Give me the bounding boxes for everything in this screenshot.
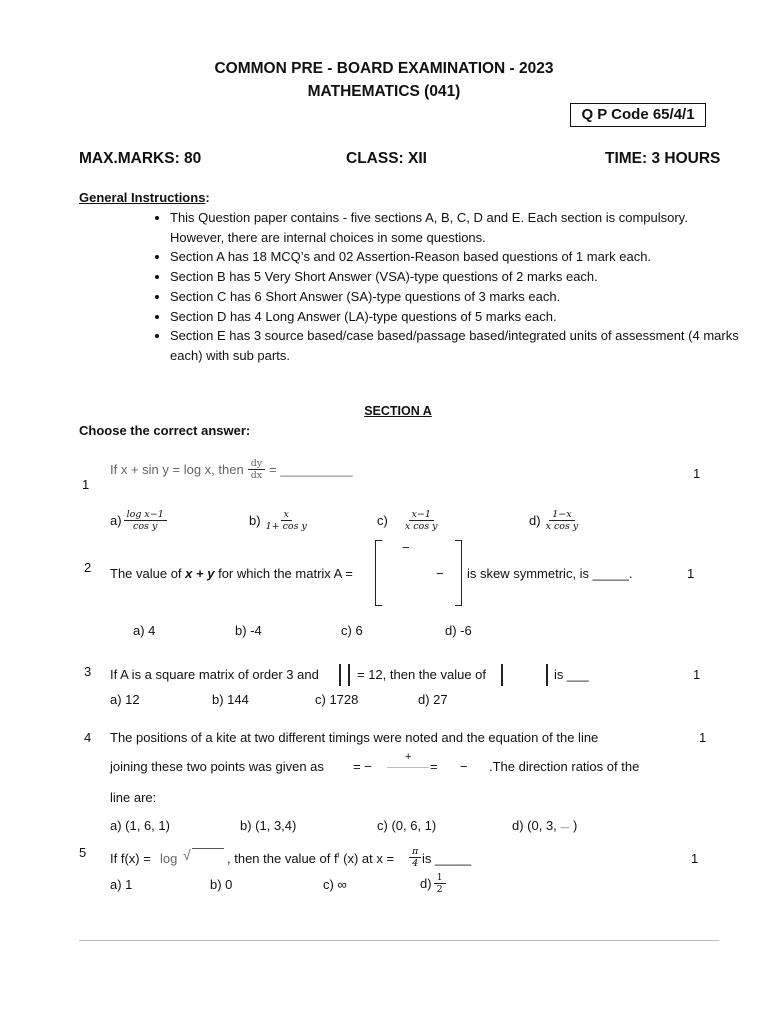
q4-equal-minus: = − bbox=[353, 759, 372, 774]
q1-option-c-num: x−1 bbox=[409, 509, 434, 521]
instruction-item: • Section D has 4 Long Answer (LA)-type questions of 5 marks each. bbox=[170, 307, 740, 327]
q5-text-d: is _____ bbox=[422, 851, 472, 866]
q2-option-b: b) -4 bbox=[235, 623, 262, 638]
q5-option-b: b) 0 bbox=[210, 877, 233, 892]
q1-option-d-den: x cos y bbox=[545, 521, 579, 532]
footer-rule bbox=[79, 940, 719, 941]
q3-option-c: c) 1728 bbox=[315, 692, 359, 707]
q2-option-d: d) -6 bbox=[445, 623, 472, 638]
q2-variable: x + y bbox=[185, 566, 215, 581]
question-number-3: 3 bbox=[84, 664, 92, 679]
sqrt-icon: √ bbox=[183, 847, 191, 863]
instructions-heading bbox=[79, 190, 210, 205]
instruction-item: • Section C has 6 Short Answer (SA)-type questions of 3 marks each. bbox=[170, 287, 740, 307]
q5-text-b-main: , then the value of f bbox=[227, 851, 338, 866]
q5-pi-fraction bbox=[409, 846, 421, 869]
q5-prime: I bbox=[337, 852, 340, 860]
q4-line-2b: .The direction ratios of the bbox=[489, 759, 640, 774]
q5-option-d bbox=[420, 872, 446, 895]
q1-option-b-label: b) bbox=[249, 513, 261, 528]
matrix-entry-dash: − bbox=[402, 540, 410, 555]
determinant-bar bbox=[546, 664, 548, 686]
q1-option-c-label: c) bbox=[377, 513, 388, 528]
q1-option-b-num: x bbox=[281, 509, 292, 521]
matrix-left-bracket bbox=[375, 540, 382, 606]
q4-line-2a: joining these two points was given as bbox=[110, 759, 324, 774]
q4-option-c: c) (0, 6, 1) bbox=[377, 818, 437, 833]
q1-option-a-num: log x−1 bbox=[124, 509, 167, 521]
q3-text-a: If A is a square matrix of order 3 and bbox=[110, 667, 319, 682]
instruction-item: • Section B has 5 Very Short Answer (VSA)-type questions of 2 marks each. bbox=[170, 267, 740, 287]
q1-option-b-frac bbox=[263, 509, 310, 532]
q5-option-d-den: 2 bbox=[436, 884, 443, 895]
instruction-item: • Section A has 18 MCQ’s and 02 Assertion-Reason based questions of 1 mark each. bbox=[170, 247, 740, 267]
q1-option-c-den: x cos y bbox=[404, 521, 438, 532]
instruction-item: • Section E has 3 source based/case based/passage based/integrated units of assessment (4 marks each) with sub parts. bbox=[170, 326, 740, 365]
q1-option-c bbox=[377, 509, 441, 532]
q5-pi-num: π bbox=[409, 846, 421, 858]
matrix-right-bracket bbox=[455, 540, 462, 606]
question-2-marks: 1 bbox=[687, 566, 695, 581]
sqrt-overline bbox=[192, 848, 224, 849]
q4-option-d-post: ) bbox=[573, 818, 578, 833]
q4-option-d-dash: — bbox=[560, 822, 570, 832]
question-1-marks: 1 bbox=[693, 466, 701, 481]
q2-text-a: The value of bbox=[110, 566, 182, 581]
subject-title: MATHEMATICS (041) bbox=[307, 83, 461, 100]
q4-option-d-pre: d) (0, 3, bbox=[512, 818, 557, 833]
q5-option-d-frac bbox=[434, 872, 446, 895]
q3-option-d: d) 27 bbox=[418, 692, 448, 707]
q3-option-b: b) 144 bbox=[212, 692, 249, 707]
q1-option-c-frac bbox=[402, 509, 441, 532]
q5-log: log bbox=[160, 851, 178, 866]
question-2-text bbox=[110, 566, 353, 581]
exam-title: COMMON PRE - BOARD EXAMINATION - 2023 bbox=[214, 60, 554, 77]
q3-text-c: is ___ bbox=[554, 667, 589, 682]
q5-pi-den: 4 bbox=[412, 858, 419, 869]
q1-option-b bbox=[249, 509, 310, 532]
q1-option-a bbox=[110, 509, 167, 532]
max-marks: MAX.MARKS: 80 bbox=[79, 150, 202, 167]
question-number-5: 5 bbox=[79, 845, 87, 860]
q4-equal: = bbox=[430, 759, 438, 774]
section-title: SECTION A bbox=[364, 404, 432, 418]
q5-option-c: c) ∞ bbox=[323, 877, 347, 892]
q1-frac-den: dx bbox=[250, 470, 263, 481]
q1-text-b: = __________ bbox=[269, 462, 353, 477]
q4-minus: − bbox=[460, 759, 468, 774]
determinant-bar bbox=[339, 664, 341, 686]
q2-option-a: a) 4 bbox=[133, 623, 156, 638]
q5-option-d-num: 1 bbox=[434, 872, 446, 884]
q1-option-a-den: cos y bbox=[133, 521, 158, 532]
q1-option-b-den: 1+ cos y bbox=[265, 521, 307, 532]
question-3-marks: 1 bbox=[693, 667, 701, 682]
q5-text-b bbox=[227, 851, 394, 866]
q1-option-d bbox=[529, 509, 581, 532]
q4-option-a: a) (1, 6, 1) bbox=[110, 818, 170, 833]
q4-option-b: b) (1, 3,4) bbox=[240, 818, 297, 833]
q1-derivative bbox=[248, 458, 265, 481]
q5-text-a: If f(x) = bbox=[110, 851, 151, 866]
q3-option-a: a) 12 bbox=[110, 692, 140, 707]
instructions-heading-text: General Instructions bbox=[79, 190, 206, 205]
q5-option-a: a) 1 bbox=[110, 877, 133, 892]
determinant-bar bbox=[348, 664, 350, 686]
question-4-marks: 1 bbox=[699, 730, 707, 745]
q4-fraction-line bbox=[387, 767, 429, 768]
q5-text-c: (x) at x = bbox=[343, 851, 395, 866]
q1-option-d-frac bbox=[543, 509, 582, 532]
q4-line-1: The positions of a kite at two different timings were noted and the equation of the line bbox=[110, 730, 599, 745]
question-number-2: 2 bbox=[84, 560, 92, 575]
q1-frac-num: dy bbox=[248, 458, 265, 470]
question-number-4: 4 bbox=[84, 730, 92, 745]
q3-text-b: = 12, then the value of bbox=[357, 667, 487, 682]
q1-option-d-label: d) bbox=[529, 513, 541, 528]
q1-text-a: If x + sin y = log x, then bbox=[110, 462, 244, 477]
q4-option-d bbox=[512, 818, 577, 833]
matrix-entry-dash: − bbox=[436, 566, 444, 581]
question-5-marks: 1 bbox=[691, 851, 699, 866]
q4-plus: + bbox=[405, 751, 412, 763]
q1-option-a-frac bbox=[124, 509, 167, 532]
class-label: CLASS: XII bbox=[346, 150, 427, 167]
determinant-bar bbox=[501, 664, 503, 686]
instruction-item: • This Question paper contains - five sections A, B, C, D and E. Each section is compulsory. However, there are internal choices in some questions. bbox=[170, 208, 740, 247]
question-number-1: 1 bbox=[82, 477, 90, 492]
qp-code-box: Q P Code 65/4/1 bbox=[570, 103, 706, 127]
q2-option-c: c) 6 bbox=[341, 623, 363, 638]
q5-option-d-label: d) bbox=[420, 876, 432, 891]
q2-text-b: for which the matrix A = bbox=[218, 566, 353, 581]
choose-instruction: Choose the correct answer: bbox=[79, 423, 251, 438]
instructions-list bbox=[150, 208, 740, 366]
q2-text-c: is skew symmetric, is _____. bbox=[467, 566, 633, 581]
instructions-heading-colon: : bbox=[205, 190, 210, 205]
question-1-text bbox=[110, 458, 353, 481]
q4-line-3: line are: bbox=[110, 790, 157, 805]
time-label: TIME: 3 HOURS bbox=[605, 150, 721, 167]
q1-option-d-num: 1−x bbox=[549, 509, 574, 521]
q1-option-a-label: a) bbox=[110, 513, 122, 528]
